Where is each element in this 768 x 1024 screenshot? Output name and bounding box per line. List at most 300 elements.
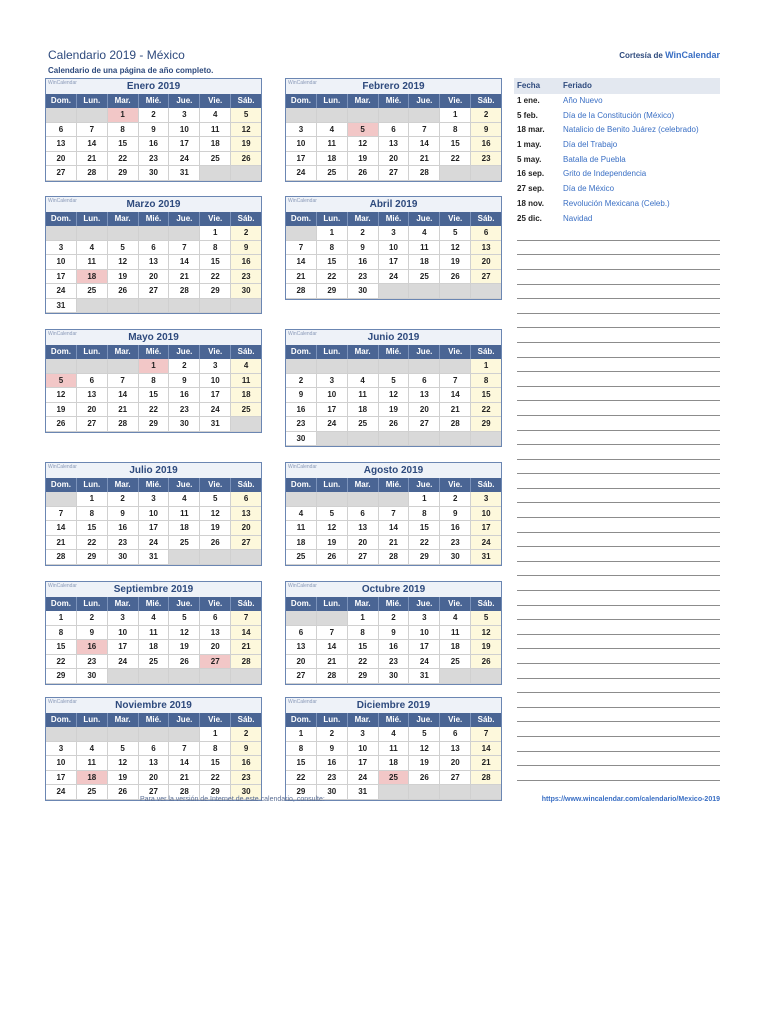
day-cell[interactable]: 5 [46,374,77,389]
day-cell[interactable]: 25 [77,785,108,800]
day-cell[interactable]: 5 [231,108,261,123]
day-cell[interactable]: 24 [200,403,231,418]
holiday-name-link[interactable]: Revolución Mexicana (Celeb.) [563,198,670,208]
day-cell[interactable]: 12 [409,742,440,757]
day-cell[interactable]: 27 [379,166,410,181]
day-cell[interactable]: 23 [440,536,471,551]
day-cell[interactable]: 26 [108,785,139,800]
day-cell[interactable]: 24 [46,284,77,299]
holiday-name-link[interactable]: Grito de Independencia [563,169,647,179]
day-cell[interactable]: 14 [286,255,317,270]
day-cell[interactable]: 19 [200,521,231,536]
day-cell[interactable]: 8 [46,626,77,641]
day-cell[interactable]: 21 [409,152,440,167]
day-cell[interactable]: 20 [348,536,379,551]
day-cell[interactable]: 2 [169,359,200,374]
day-cell[interactable]: 3 [471,492,501,507]
day-cell[interactable]: 16 [169,388,200,403]
day-cell[interactable]: 17 [46,270,77,285]
day-cell[interactable]: 9 [77,626,108,641]
holiday-name-link[interactable]: Natalicio de Benito Juárez (celebrado) [563,125,699,135]
day-cell[interactable]: 29 [471,417,501,432]
day-cell[interactable]: 19 [108,771,139,786]
day-cell[interactable]: 29 [286,785,317,800]
day-cell[interactable]: 14 [108,388,139,403]
day-cell[interactable]: 12 [46,388,77,403]
day-cell[interactable]: 3 [108,611,139,626]
day-cell[interactable]: 16 [139,137,170,152]
day-cell[interactable]: 4 [200,108,231,123]
day-cell[interactable]: 8 [139,374,170,389]
holiday-name-link[interactable]: Día de México [563,184,615,194]
day-cell[interactable]: 3 [169,108,200,123]
day-cell[interactable]: 31 [200,417,231,432]
day-cell[interactable]: 3 [409,611,440,626]
day-cell[interactable]: 19 [108,270,139,285]
day-cell[interactable]: 29 [200,284,231,299]
day-cell[interactable]: 18 [440,640,471,655]
day-cell[interactable]: 8 [200,742,231,757]
day-cell[interactable]: 22 [200,771,231,786]
day-cell[interactable]: 1 [77,492,108,507]
day-cell[interactable]: 21 [77,152,108,167]
day-cell[interactable]: 10 [200,374,231,389]
day-cell[interactable]: 15 [286,756,317,771]
day-cell[interactable]: 17 [379,255,410,270]
day-cell[interactable]: 27 [231,536,261,551]
day-cell[interactable]: 10 [379,241,410,256]
day-cell[interactable]: 16 [231,756,261,771]
day-cell[interactable]: 9 [286,388,317,403]
day-cell[interactable]: 2 [379,611,410,626]
day-cell[interactable]: 14 [77,137,108,152]
day-cell[interactable]: 30 [231,284,261,299]
day-cell[interactable]: 26 [46,417,77,432]
day-cell[interactable]: 28 [77,166,108,181]
day-cell[interactable]: 4 [286,507,317,522]
day-cell[interactable]: 11 [286,521,317,536]
day-cell[interactable]: 20 [440,756,471,771]
day-cell[interactable]: 13 [139,756,170,771]
day-cell[interactable]: 9 [139,123,170,138]
day-cell[interactable]: 20 [231,521,261,536]
day-cell[interactable]: 15 [317,255,348,270]
day-cell[interactable]: 27 [286,669,317,684]
day-cell[interactable]: 5 [379,374,410,389]
day-cell[interactable]: 24 [409,655,440,670]
day-cell[interactable]: 23 [77,655,108,670]
day-cell[interactable]: 12 [231,123,261,138]
day-cell[interactable]: 12 [471,626,501,641]
day-cell[interactable]: 29 [409,550,440,565]
day-cell[interactable]: 2 [231,226,261,241]
day-cell[interactable]: 7 [108,374,139,389]
day-cell[interactable]: 1 [440,108,471,123]
day-cell[interactable]: 13 [231,507,261,522]
day-cell[interactable]: 19 [471,640,501,655]
day-cell[interactable]: 10 [471,507,501,522]
day-cell[interactable]: 22 [317,270,348,285]
day-cell[interactable]: 28 [108,417,139,432]
day-cell[interactable]: 12 [200,507,231,522]
day-cell[interactable]: 31 [409,669,440,684]
day-cell[interactable]: 13 [77,388,108,403]
day-cell[interactable]: 3 [317,374,348,389]
day-cell[interactable]: 7 [440,374,471,389]
day-cell[interactable]: 30 [286,432,317,447]
day-cell[interactable]: 31 [169,166,200,181]
day-cell[interactable]: 19 [169,640,200,655]
day-cell[interactable]: 30 [379,669,410,684]
day-cell[interactable]: 14 [409,137,440,152]
day-cell[interactable]: 31 [46,299,77,314]
day-cell[interactable]: 30 [348,284,379,299]
day-cell[interactable]: 22 [471,403,501,418]
day-cell[interactable]: 13 [409,388,440,403]
day-cell[interactable]: 21 [471,756,501,771]
day-cell[interactable]: 24 [471,536,501,551]
day-cell[interactable]: 16 [348,255,379,270]
day-cell[interactable]: 6 [471,226,501,241]
day-cell[interactable]: 6 [200,611,231,626]
day-cell[interactable]: 30 [139,166,170,181]
day-cell[interactable]: 20 [77,403,108,418]
day-cell[interactable]: 11 [379,742,410,757]
day-cell[interactable]: 7 [317,626,348,641]
day-cell[interactable]: 27 [77,417,108,432]
day-cell[interactable]: 10 [169,123,200,138]
day-cell[interactable]: 17 [46,771,77,786]
day-cell[interactable]: 28 [471,771,501,786]
day-cell[interactable]: 9 [169,374,200,389]
day-cell[interactable]: 15 [108,137,139,152]
day-cell[interactable]: 12 [440,241,471,256]
day-cell[interactable]: 5 [317,507,348,522]
day-cell[interactable]: 16 [440,521,471,536]
day-cell[interactable]: 21 [169,771,200,786]
day-cell[interactable]: 14 [379,521,410,536]
day-cell[interactable]: 7 [46,507,77,522]
day-cell[interactable]: 8 [77,507,108,522]
day-cell[interactable]: 18 [139,640,170,655]
day-cell[interactable]: 5 [440,226,471,241]
day-cell[interactable]: 29 [46,669,77,684]
day-cell[interactable]: 8 [440,123,471,138]
day-cell[interactable]: 27 [348,550,379,565]
day-cell[interactable]: 18 [77,270,108,285]
day-cell[interactable]: 9 [231,241,261,256]
day-cell[interactable]: 14 [169,255,200,270]
day-cell[interactable]: 6 [286,626,317,641]
day-cell[interactable]: 16 [317,756,348,771]
day-cell[interactable]: 5 [200,492,231,507]
day-cell[interactable]: 11 [139,626,170,641]
day-cell[interactable]: 22 [108,152,139,167]
day-cell[interactable]: 23 [348,270,379,285]
day-cell[interactable]: 12 [108,255,139,270]
day-cell[interactable]: 30 [440,550,471,565]
day-cell[interactable]: 22 [139,403,170,418]
day-cell[interactable]: 2 [231,727,261,742]
day-cell[interactable]: 25 [139,655,170,670]
day-cell[interactable]: 28 [409,166,440,181]
day-cell[interactable]: 31 [139,550,170,565]
day-cell[interactable]: 26 [440,270,471,285]
day-cell[interactable]: 22 [409,536,440,551]
day-cell[interactable]: 23 [379,655,410,670]
day-cell[interactable]: 25 [317,166,348,181]
day-cell[interactable]: 4 [440,611,471,626]
day-cell[interactable]: 7 [471,727,501,742]
day-cell[interactable]: 24 [379,270,410,285]
day-cell[interactable]: 23 [317,771,348,786]
day-cell[interactable]: 9 [317,742,348,757]
footer-url-link[interactable]: https://www.wincalendar.com/calendario/Mexico-2019 [541,796,720,803]
day-cell[interactable]: 1 [348,611,379,626]
day-cell[interactable]: 21 [231,640,261,655]
day-cell[interactable]: 27 [139,284,170,299]
day-cell[interactable]: 9 [440,507,471,522]
day-cell[interactable]: 11 [348,388,379,403]
day-cell[interactable]: 20 [46,152,77,167]
day-cell[interactable]: 26 [169,655,200,670]
day-cell[interactable]: 5 [471,611,501,626]
day-cell[interactable]: 7 [379,507,410,522]
day-cell[interactable]: 15 [348,640,379,655]
day-cell[interactable]: 1 [200,226,231,241]
day-cell[interactable]: 13 [379,137,410,152]
day-cell[interactable]: 8 [409,507,440,522]
day-cell[interactable]: 4 [139,611,170,626]
day-cell[interactable]: 23 [139,152,170,167]
day-cell[interactable]: 26 [317,550,348,565]
day-cell[interactable]: 1 [108,108,139,123]
day-cell[interactable]: 10 [108,626,139,641]
day-cell[interactable]: 11 [169,507,200,522]
day-cell[interactable]: 17 [286,152,317,167]
day-cell[interactable]: 22 [286,771,317,786]
day-cell[interactable]: 3 [379,226,410,241]
day-cell[interactable]: 10 [46,255,77,270]
day-cell[interactable]: 11 [440,626,471,641]
day-cell[interactable]: 13 [471,241,501,256]
day-cell[interactable]: 1 [139,359,170,374]
day-cell[interactable]: 2 [348,226,379,241]
day-cell[interactable]: 18 [409,255,440,270]
day-cell[interactable]: 15 [440,137,471,152]
day-cell[interactable]: 30 [108,550,139,565]
day-cell[interactable]: 7 [169,742,200,757]
day-cell[interactable]: 28 [286,284,317,299]
day-cell[interactable]: 19 [409,756,440,771]
day-cell[interactable]: 17 [200,388,231,403]
day-cell[interactable]: 6 [440,727,471,742]
day-cell[interactable]: 23 [108,536,139,551]
day-cell[interactable]: 14 [317,640,348,655]
day-cell[interactable]: 28 [46,550,77,565]
day-cell[interactable]: 20 [139,771,170,786]
holiday-name-link[interactable]: Día del Trabajo [563,140,618,150]
day-cell[interactable]: 1 [200,727,231,742]
day-cell[interactable]: 7 [409,123,440,138]
day-cell[interactable]: 3 [46,742,77,757]
day-cell[interactable]: 26 [471,655,501,670]
day-cell[interactable]: 23 [286,417,317,432]
day-cell[interactable]: 25 [440,655,471,670]
day-cell[interactable]: 3 [348,727,379,742]
day-cell[interactable]: 8 [200,241,231,256]
day-cell[interactable]: 21 [169,270,200,285]
day-cell[interactable]: 14 [46,521,77,536]
day-cell[interactable]: 14 [169,756,200,771]
day-cell[interactable]: 10 [139,507,170,522]
day-cell[interactable]: 17 [169,137,200,152]
day-cell[interactable]: 26 [231,152,261,167]
day-cell[interactable]: 6 [379,123,410,138]
day-cell[interactable]: 20 [379,152,410,167]
day-cell[interactable]: 20 [139,270,170,285]
holiday-name-link[interactable]: Batalla de Puebla [563,154,626,164]
day-cell[interactable]: 13 [200,626,231,641]
day-cell[interactable]: 4 [409,226,440,241]
day-cell[interactable]: 12 [317,521,348,536]
day-cell[interactable]: 19 [231,137,261,152]
day-cell[interactable]: 31 [471,550,501,565]
day-cell[interactable]: 15 [200,255,231,270]
day-cell[interactable]: 3 [46,241,77,256]
day-cell[interactable]: 19 [379,403,410,418]
day-cell[interactable]: 24 [139,536,170,551]
day-cell[interactable]: 27 [46,166,77,181]
day-cell[interactable]: 26 [200,536,231,551]
day-cell[interactable]: 9 [108,507,139,522]
day-cell[interactable]: 25 [77,284,108,299]
day-cell[interactable]: 16 [379,640,410,655]
day-cell[interactable]: 29 [348,669,379,684]
day-cell[interactable]: 18 [231,388,261,403]
day-cell[interactable]: 22 [200,270,231,285]
day-cell[interactable]: 11 [77,255,108,270]
day-cell[interactable]: 30 [231,785,261,800]
day-cell[interactable]: 19 [348,152,379,167]
day-cell[interactable]: 2 [77,611,108,626]
day-cell[interactable]: 18 [200,137,231,152]
day-cell[interactable]: 20 [409,403,440,418]
day-cell[interactable]: 22 [77,536,108,551]
day-cell[interactable]: 2 [139,108,170,123]
day-cell[interactable]: 17 [139,521,170,536]
day-cell[interactable]: 2 [286,374,317,389]
day-cell[interactable]: 7 [169,241,200,256]
day-cell[interactable]: 5 [409,727,440,742]
day-cell[interactable]: 16 [108,521,139,536]
day-cell[interactable]: 23 [169,403,200,418]
day-cell[interactable]: 4 [348,374,379,389]
day-cell[interactable]: 20 [200,640,231,655]
day-cell[interactable]: 23 [231,771,261,786]
day-cell[interactable]: 6 [46,123,77,138]
day-cell[interactable]: 28 [231,655,261,670]
day-cell[interactable]: 21 [379,536,410,551]
day-cell[interactable]: 5 [348,123,379,138]
day-cell[interactable]: 4 [169,492,200,507]
day-cell[interactable]: 27 [440,771,471,786]
day-cell[interactable]: 27 [409,417,440,432]
day-cell[interactable]: 5 [169,611,200,626]
day-cell[interactable]: 8 [286,742,317,757]
day-cell[interactable]: 3 [200,359,231,374]
day-cell[interactable]: 25 [200,152,231,167]
day-cell[interactable]: 25 [409,270,440,285]
day-cell[interactable]: 1 [409,492,440,507]
day-cell[interactable]: 26 [108,284,139,299]
day-cell[interactable]: 26 [348,166,379,181]
day-cell[interactable]: 9 [231,742,261,757]
day-cell[interactable]: 12 [169,626,200,641]
day-cell[interactable]: 15 [471,388,501,403]
day-cell[interactable]: 15 [46,640,77,655]
day-cell[interactable]: 29 [317,284,348,299]
day-cell[interactable]: 23 [471,152,501,167]
day-cell[interactable]: 27 [471,270,501,285]
day-cell[interactable]: 30 [317,785,348,800]
day-cell[interactable]: 9 [379,626,410,641]
day-cell[interactable]: 24 [286,166,317,181]
day-cell[interactable]: 16 [286,403,317,418]
day-cell[interactable]: 29 [200,785,231,800]
day-cell[interactable]: 18 [77,771,108,786]
day-cell[interactable]: 17 [317,403,348,418]
day-cell[interactable]: 28 [169,785,200,800]
day-cell[interactable]: 24 [46,785,77,800]
day-cell[interactable]: 1 [471,359,501,374]
day-cell[interactable]: 12 [108,756,139,771]
day-cell[interactable]: 27 [139,785,170,800]
day-cell[interactable]: 2 [440,492,471,507]
day-cell[interactable]: 11 [317,137,348,152]
day-cell[interactable]: 11 [409,241,440,256]
day-cell[interactable]: 16 [77,640,108,655]
day-cell[interactable]: 8 [348,626,379,641]
day-cell[interactable]: 10 [409,626,440,641]
day-cell[interactable]: 11 [77,756,108,771]
day-cell[interactable]: 25 [348,417,379,432]
day-cell[interactable]: 2 [317,727,348,742]
day-cell[interactable]: 1 [286,727,317,742]
day-cell[interactable]: 7 [77,123,108,138]
courtesy-brand-link[interactable]: WinCalendar [665,50,720,60]
holiday-name-link[interactable]: Día de la Constitución (México) [563,110,675,120]
day-cell[interactable]: 3 [286,123,317,138]
day-cell[interactable]: 2 [471,108,501,123]
day-cell[interactable]: 16 [231,255,261,270]
holiday-name-link[interactable]: Año Nuevo [563,96,603,105]
day-cell[interactable]: 25 [169,536,200,551]
day-cell[interactable]: 18 [317,152,348,167]
day-cell[interactable]: 25 [286,550,317,565]
day-cell[interactable]: 13 [440,742,471,757]
day-cell[interactable]: 28 [169,284,200,299]
day-cell[interactable]: 14 [471,742,501,757]
day-cell[interactable]: 17 [471,521,501,536]
day-cell[interactable]: 15 [77,521,108,536]
day-cell[interactable]: 25 [379,771,410,786]
day-cell[interactable]: 19 [440,255,471,270]
day-cell[interactable]: 24 [348,771,379,786]
day-cell[interactable]: 30 [77,669,108,684]
day-cell[interactable]: 12 [379,388,410,403]
day-cell[interactable]: 31 [348,785,379,800]
